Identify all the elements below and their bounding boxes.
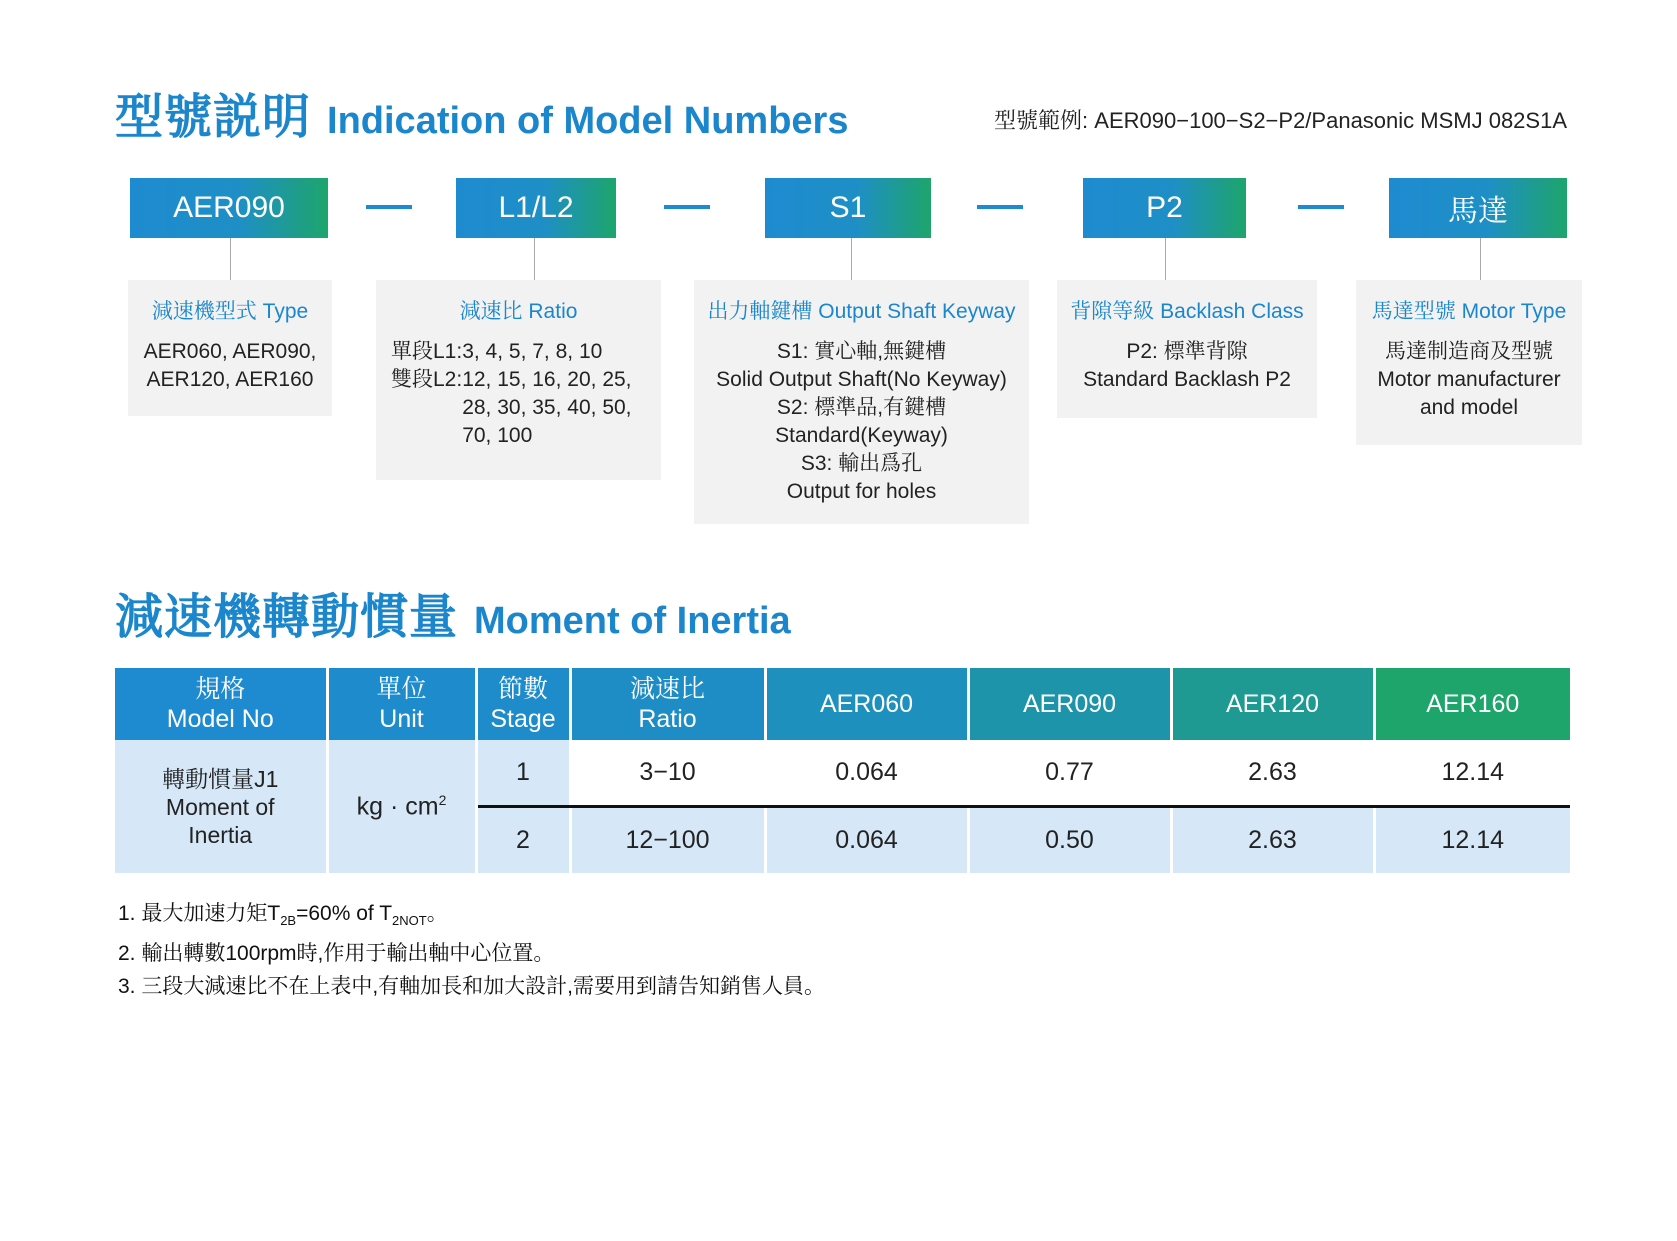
unit-cell bbox=[327, 740, 476, 873]
header-aer060: AER060 bbox=[765, 668, 968, 740]
title-zh: 減速機轉動慣量 bbox=[115, 591, 459, 644]
header-en: Ratio bbox=[638, 705, 697, 733]
stage-cell: 2 bbox=[476, 807, 570, 874]
model-zh: 轉動慣量J1 bbox=[162, 765, 279, 792]
header-en: Stage bbox=[490, 705, 556, 733]
header-zh: 單位 bbox=[376, 675, 427, 703]
note-text: 。 bbox=[426, 902, 448, 925]
header-aer160: AER160 bbox=[1374, 668, 1570, 740]
note-sub: 2B bbox=[280, 913, 297, 929]
info-box-motor bbox=[1356, 280, 1582, 445]
ratio-list bbox=[391, 338, 661, 450]
header-aer090: AER090 bbox=[968, 668, 1171, 740]
connector-line bbox=[534, 238, 535, 280]
inertia-title bbox=[115, 578, 791, 647]
connector-line bbox=[230, 238, 231, 280]
note-3: 3. 三段大減速比不在上表中,有軸加長和加大設計,需要用到請告知銷售人員。 bbox=[118, 975, 826, 999]
connector-line bbox=[1165, 238, 1166, 280]
model-example bbox=[994, 104, 1567, 135]
info-box-keyway bbox=[694, 280, 1029, 524]
unit-base: kg · cm bbox=[356, 792, 439, 821]
info-head: 出力軸鍵槽 Output Shaft Keyway bbox=[707, 300, 1016, 323]
header-unit bbox=[327, 668, 476, 740]
table-header-row bbox=[115, 668, 1570, 740]
dash-separator bbox=[664, 205, 710, 209]
title-en: Moment of Inertia bbox=[474, 600, 791, 642]
title-en: Indication of Model Numbers bbox=[327, 100, 849, 142]
model-en: Moment of bbox=[165, 793, 275, 820]
value-cell: 12.14 bbox=[1374, 740, 1570, 807]
note-sub: 2NOT bbox=[392, 913, 427, 929]
header-model bbox=[115, 668, 327, 740]
info-head: 背隙等級 Backlash Class bbox=[1070, 300, 1304, 323]
info-line: S1: 實心軸,無鍵槽 bbox=[776, 340, 947, 363]
dash-separator bbox=[977, 205, 1023, 209]
header-zh: 減速比 bbox=[629, 675, 705, 703]
value-cell: 12.14 bbox=[1374, 807, 1570, 874]
info-box-backlash bbox=[1057, 280, 1317, 418]
info-line: Motor manufacturer bbox=[1377, 368, 1561, 391]
info-box-ratio bbox=[376, 280, 661, 480]
ratio-cell: 12−100 bbox=[570, 807, 765, 874]
ratio-l2-values: 12, 15, 16, 20, 25, 28, 30, 35, 40, 50, 70, 100 bbox=[462, 368, 632, 447]
info-line: P2: 標準背隙 bbox=[1126, 340, 1248, 363]
code-box-motor: 馬達 bbox=[1389, 178, 1567, 238]
info-line: Standard(Keyway) bbox=[775, 424, 948, 447]
ratio-l1-values: 3, 4, 5, 7, 8, 10 bbox=[462, 340, 603, 363]
value-cell: 0.50 bbox=[968, 807, 1171, 874]
title-zh: 型號説明 bbox=[115, 91, 312, 144]
header-ratio bbox=[570, 668, 765, 740]
value-cell: 0.064 bbox=[765, 740, 968, 807]
header-en: Unit bbox=[379, 705, 424, 733]
example-label: 型號範例: bbox=[994, 108, 1089, 133]
header-stage bbox=[476, 668, 570, 740]
code-box-keyway: S1 bbox=[765, 178, 931, 238]
code-box-ratio: L1/L2 bbox=[456, 178, 616, 238]
info-line: Output for holes bbox=[786, 480, 937, 503]
info-line: Standard Backlash P2 bbox=[1083, 368, 1291, 391]
code-box-backlash: P2 bbox=[1083, 178, 1246, 238]
value-cell: 0.064 bbox=[765, 807, 968, 874]
value-cell: 2.63 bbox=[1171, 740, 1374, 807]
stage-cell: 1 bbox=[476, 740, 570, 807]
info-head: 減速比 Ratio bbox=[459, 300, 578, 323]
note-2: 2. 輸出轉數100rpm時,作用于輸出軸中心位置。 bbox=[118, 942, 555, 966]
example-value: AER090−100−S2−P2/Panasonic MSMJ 082S1A bbox=[1094, 108, 1567, 133]
info-head: 減速機型式 Type bbox=[151, 300, 309, 323]
note-1 bbox=[118, 897, 825, 937]
note-text: 1. 最大加速力矩T bbox=[118, 902, 281, 925]
info-line: Solid Output Shaft(No Keyway) bbox=[716, 368, 1007, 391]
note-text: =60% of T bbox=[296, 902, 393, 925]
ratio-cell: 3−10 bbox=[570, 740, 765, 807]
ratio-l2-label: 雙段L2: bbox=[391, 368, 463, 391]
info-line: AER060, AER090, bbox=[143, 340, 317, 363]
connector-line bbox=[851, 238, 852, 280]
dash-separator bbox=[366, 205, 412, 209]
model-numbers-title bbox=[115, 78, 848, 147]
header-zh: 規格 bbox=[195, 675, 246, 703]
unit-sup: 2 bbox=[438, 791, 447, 808]
info-line: 馬達制造商及型號 bbox=[1385, 340, 1553, 363]
model-en: Inertia bbox=[188, 821, 253, 848]
ratio-l1-label: 單段L1: bbox=[391, 340, 463, 363]
info-line: S2: 標準品,有鍵槽 bbox=[776, 396, 947, 419]
header-aer120: AER120 bbox=[1171, 668, 1374, 740]
info-head: 馬達型號 Motor Type bbox=[1371, 300, 1567, 323]
info-line: and model bbox=[1419, 396, 1519, 419]
notes bbox=[118, 897, 825, 1003]
info-line: S3: 輸出爲孔 bbox=[800, 452, 923, 475]
header-en: Model No bbox=[166, 705, 274, 733]
header-zh: 節數 bbox=[497, 675, 548, 703]
model-cell bbox=[115, 740, 327, 873]
info-line: AER120, AER160 bbox=[146, 368, 314, 391]
inertia-table bbox=[115, 668, 1570, 873]
value-cell: 0.77 bbox=[968, 740, 1171, 807]
code-box-type: AER090 bbox=[130, 178, 328, 238]
table-row bbox=[115, 740, 1570, 807]
info-box-type bbox=[128, 280, 332, 416]
value-cell: 2.63 bbox=[1171, 807, 1374, 874]
dash-separator bbox=[1298, 205, 1344, 209]
connector-line bbox=[1480, 238, 1481, 280]
